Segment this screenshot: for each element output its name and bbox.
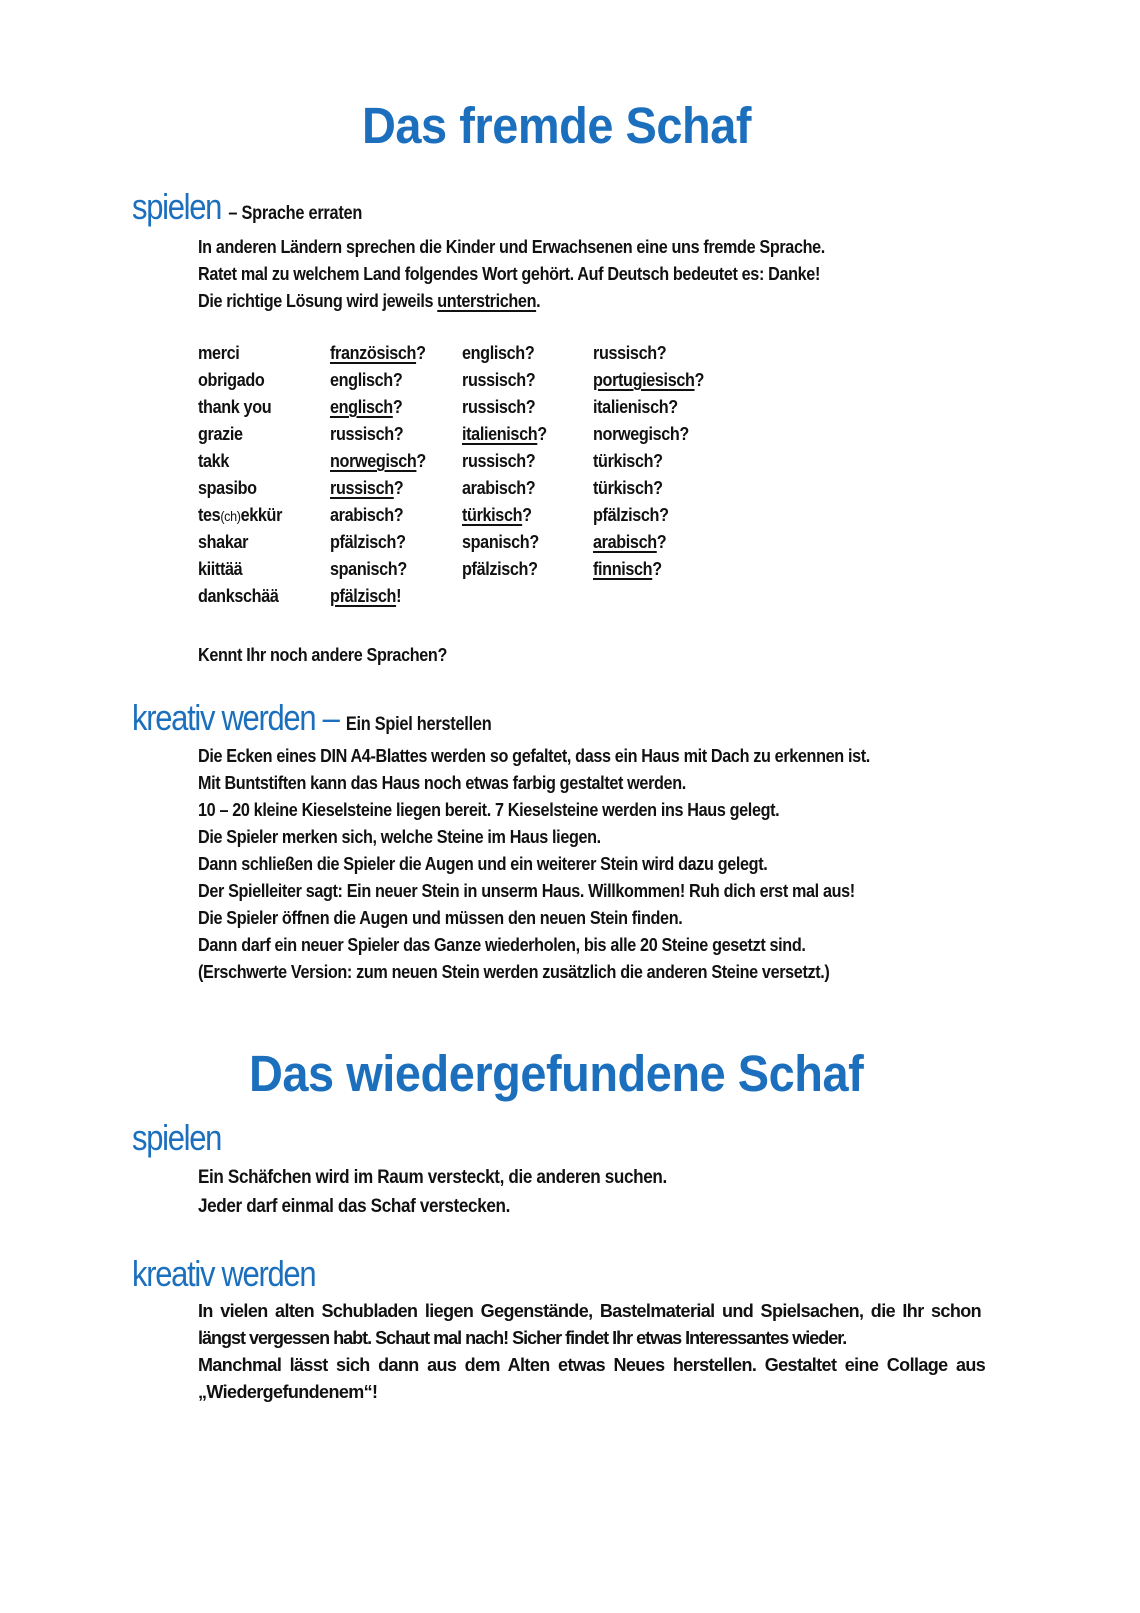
answer-option <box>462 397 535 418</box>
option-punctuation: ? <box>396 532 406 552</box>
word-cell: shakar <box>198 532 249 552</box>
option-text: spanisch <box>462 532 530 552</box>
text-line: längst vergessen habt. Schaut mal nach! Sicher findet Ihr etwas Interessantes wieder. <box>198 1328 847 1348</box>
answer-option <box>330 424 403 445</box>
option-punctuation: ? <box>656 532 667 552</box>
word-cell <box>198 505 282 526</box>
answer-option-correct <box>593 559 662 580</box>
answer-option <box>462 478 535 499</box>
option-text: norwegisch <box>330 451 417 471</box>
heading-label: kreativ werden – <box>132 697 339 738</box>
option-punctuation: ? <box>416 451 426 471</box>
section1-spielen-heading <box>132 186 362 228</box>
option-text: italienisch <box>593 397 669 417</box>
option-text: russisch <box>462 370 526 390</box>
option-text: arabisch <box>593 532 657 552</box>
option-punctuation: ? <box>659 505 669 525</box>
option-text: pfälzisch <box>330 586 397 606</box>
instruction-line: (Erschwerte Version: zum neuen Stein werden zusätzlich die anderen Steine versetzt.) <box>198 962 830 982</box>
option-punctuation: ? <box>393 424 404 444</box>
option-punctuation: ? <box>668 397 678 417</box>
option-punctuation: ? <box>528 559 538 579</box>
section1-spielen-intro <box>198 234 825 315</box>
answer-option <box>593 397 678 418</box>
word-cell: obrigado <box>198 370 265 390</box>
option-text: russisch <box>330 478 394 498</box>
section1-kreativ-heading <box>132 697 491 739</box>
option-punctuation: ? <box>393 478 404 498</box>
option-punctuation: ? <box>653 478 663 498</box>
word-cell: kiittää <box>198 559 243 579</box>
option-text: pfälzisch <box>462 559 529 579</box>
option-text: italienisch <box>462 424 538 444</box>
instruction-line: 10 – 20 kleine Kieselsteine liegen bereit. 7 Kieselsteine werden ins Haus gelegt. <box>198 800 780 820</box>
answer-option <box>593 478 663 499</box>
word-cell: grazie <box>198 424 243 444</box>
option-punctuation: ? <box>652 559 662 579</box>
heading-label: spielen <box>132 186 222 227</box>
answer-option <box>330 559 407 580</box>
word-part: ekkür <box>240 505 283 525</box>
answer-option-correct <box>330 397 402 418</box>
text-line: Jeder darf einmal das Schaf verstecken. <box>198 1196 510 1217</box>
option-punctuation: ? <box>392 370 403 390</box>
answer-option-correct <box>330 478 403 499</box>
text-line: Ein Schäfchen wird im Raum versteckt, die anderen suchen. <box>198 1167 667 1188</box>
answer-option-correct <box>462 424 547 445</box>
text-line: In vielen alten Schubladen liegen Gegenstände, Bastelmaterial und Spielsachen, die Ihr schon <box>198 1301 982 1321</box>
option-text: arabisch <box>330 505 394 525</box>
option-punctuation: ? <box>522 505 532 525</box>
answer-option <box>330 505 403 526</box>
option-punctuation: ? <box>525 478 536 498</box>
word-cell: takk <box>198 451 229 471</box>
option-punctuation: ? <box>537 424 547 444</box>
section2-title: Das wiedergefundene Schaf <box>249 1045 864 1102</box>
option-punctuation: ? <box>397 559 407 579</box>
word-cell: merci <box>198 343 240 363</box>
option-punctuation: ? <box>393 505 404 525</box>
instruction-line: Die Spieler merken sich, welche Steine im Haus liegen. <box>198 827 601 847</box>
word-cell: dankschää <box>198 586 279 606</box>
answer-option-correct <box>330 343 426 364</box>
option-text: arabisch <box>462 478 526 498</box>
option-punctuation: ? <box>524 343 535 363</box>
word-part: tes <box>198 505 221 525</box>
word-part-small: (ch) <box>220 508 241 524</box>
answer-option <box>593 343 666 364</box>
intro-line: In anderen Ländern sprechen die Kinder und Erwachsenen eine uns fremde Sprache. <box>198 237 825 257</box>
answer-option <box>593 451 663 472</box>
word-cell: spasibo <box>198 478 257 498</box>
option-text: spanisch <box>330 559 398 579</box>
option-punctuation: ? <box>653 451 663 471</box>
section1-kreativ-instructions <box>198 743 870 986</box>
heading-subtitle: – Sprache erraten <box>228 203 363 224</box>
option-text: türkisch <box>593 478 654 498</box>
intro-line: Ratet mal zu welchem Land folgendes Wort gehört. Auf Deutsch bedeutet es: Danke! <box>198 264 820 284</box>
intro-text: . <box>536 291 541 311</box>
option-text: norwegisch <box>593 424 680 444</box>
answer-option <box>462 343 534 364</box>
option-punctuation: ? <box>694 370 705 390</box>
underlined-word: unterstrichen <box>437 291 537 311</box>
option-text: pfälzisch <box>330 532 397 552</box>
heading-subtitle: Ein Spiel herstellen <box>345 714 492 735</box>
option-punctuation: ? <box>525 451 536 471</box>
option-text: englisch <box>330 370 393 390</box>
answer-option <box>330 370 402 391</box>
instruction-line: Die Spieler öffnen die Augen und müssen den neuen Stein finden. <box>198 908 683 928</box>
option-text: pfälzisch <box>593 505 660 525</box>
option-text: englisch <box>330 397 393 417</box>
option-punctuation: ? <box>529 532 539 552</box>
option-punctuation: ? <box>656 343 667 363</box>
instruction-line: Mit Buntstiften kann das Haus noch etwas farbig gestaltet werden. <box>198 773 686 793</box>
option-punctuation: ? <box>525 370 536 390</box>
instruction-line: Dann schließen die Spieler die Augen und ein weiterer Stein wird dazu gelegt. <box>198 854 768 874</box>
section2-kreativ-text <box>198 1298 1068 1406</box>
intro-text: Die richtige Lösung wird jeweils <box>198 291 438 311</box>
answer-option-correct <box>330 586 401 607</box>
option-text: finnisch <box>593 559 653 579</box>
answer-option <box>462 532 539 553</box>
text-line: Manchmal lässt sich dann aus dem Alten etwas Neues herstellen. Gestaltet eine Collage aus <box>198 1355 986 1375</box>
option-text: französisch <box>330 343 417 363</box>
answer-option <box>330 532 406 553</box>
question-line: Kennt Ihr noch andere Sprachen? <box>198 645 447 665</box>
option-text: portugiesisch <box>593 370 695 390</box>
instruction-line: Die Ecken eines DIN A4-Blattes werden so gefaltet, dass ein Haus mit Dach zu erkennen ist. <box>198 746 870 766</box>
option-text: türkisch <box>593 451 654 471</box>
answer-option <box>462 370 535 391</box>
option-text: russisch <box>593 343 657 363</box>
answer-option <box>462 559 538 580</box>
answer-option-correct <box>330 451 426 472</box>
option-text: russisch <box>462 397 526 417</box>
answer-option <box>462 451 535 472</box>
answer-option-correct <box>462 505 532 526</box>
answer-option-correct <box>593 532 666 553</box>
section2-spielen-heading: spielen <box>132 1117 222 1158</box>
answer-option-correct <box>593 370 704 391</box>
section2-spielen-text <box>198 1163 667 1221</box>
option-punctuation: ? <box>392 397 403 417</box>
word-cell: thank you <box>198 397 272 417</box>
option-punctuation: ! <box>396 586 402 606</box>
section2-kreativ-heading: kreativ werden <box>132 1253 316 1294</box>
instruction-line: Dann darf ein neuer Spieler das Ganze wiederholen, bis alle 20 Steine gesetzt sind. <box>198 935 806 955</box>
option-text: russisch <box>330 424 394 444</box>
option-punctuation: ? <box>525 397 536 417</box>
option-text: russisch <box>462 451 526 471</box>
text-line: „Wiedergefundenem“! <box>198 1382 378 1402</box>
section1-title: Das fremde Schaf <box>362 97 752 154</box>
answer-option <box>593 505 669 526</box>
option-punctuation: ? <box>416 343 426 363</box>
option-text: türkisch <box>462 505 523 525</box>
intro-line <box>198 288 825 315</box>
option-punctuation: ? <box>679 424 689 444</box>
answer-option <box>593 424 689 445</box>
instruction-line: Der Spielleiter sagt: Ein neuer Stein in unserm Haus. Willkommen! Ruh dich erst mal aus! <box>198 881 855 901</box>
option-text: englisch <box>462 343 525 363</box>
